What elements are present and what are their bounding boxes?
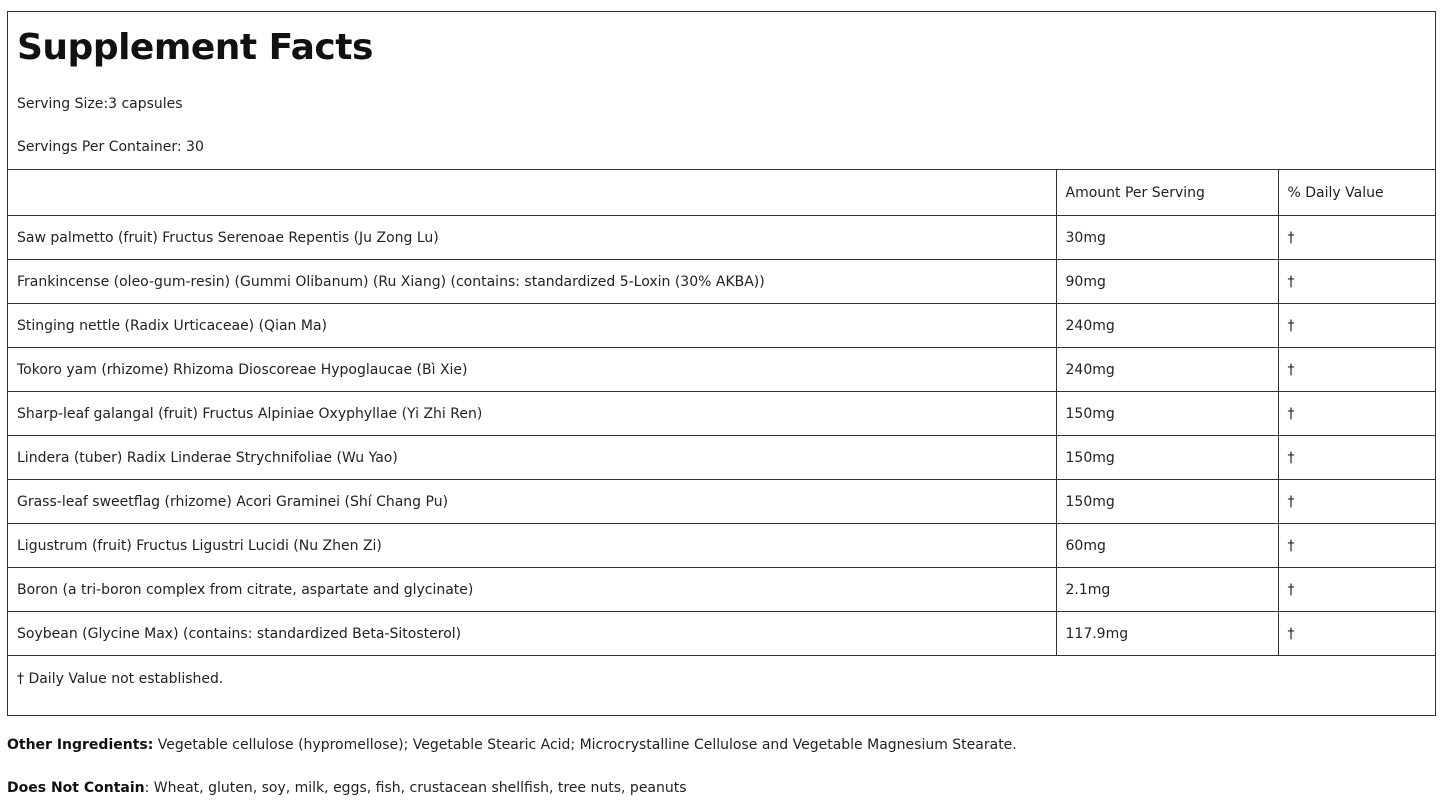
does-not-contain-label: Does Not Contain (7, 780, 145, 796)
ingredient-daily-value: † (1278, 612, 1435, 656)
ingredient-daily-value: † (1278, 216, 1435, 260)
ingredient-name: Lindera (tuber) Radix Linderae Strychnifoliae (Wu Yao) (8, 436, 1056, 480)
ingredient-amount: 150mg (1056, 480, 1278, 524)
servings-per-container: Servings Per Container: 30 (17, 139, 204, 155)
other-ingredients-text: Vegetable cellulose (hypromellose); Vegetable Stearic Acid; Microcrystalline Cellulose and Vegetable Magnesium Stearate. (153, 737, 1017, 753)
ingredient-daily-value: † (1278, 304, 1435, 348)
ingredient-name: Tokoro yam (rhizome) Rhizoma Dioscoreae Hypoglaucae (Bì Xie) (8, 348, 1056, 392)
ingredient-amount: 240mg (1056, 304, 1278, 348)
does-not-contain (7, 779, 687, 797)
header-ingredient (8, 170, 1056, 216)
other-ingredients (7, 736, 1017, 754)
ingredient-amount: 60mg (1056, 524, 1278, 568)
table-row (8, 348, 1435, 392)
ingredient-amount: 90mg (1056, 260, 1278, 304)
ingredient-daily-value: † (1278, 524, 1435, 568)
ingredient-amount: 150mg (1056, 436, 1278, 480)
facts-title: Supplement Facts (17, 27, 373, 68)
table-row (8, 524, 1435, 568)
table-row (8, 260, 1435, 304)
ingredient-daily-value: † (1278, 348, 1435, 392)
table-row (8, 480, 1435, 524)
ingredient-daily-value: † (1278, 260, 1435, 304)
ingredient-name: Ligustrum (fruit) Fructus Ligustri Lucidi (Nu Zhen Zi) (8, 524, 1056, 568)
ingredient-name: Saw palmetto (fruit) Fructus Serenoae Repentis (Ju Zong Lu) (8, 216, 1056, 260)
table-row (8, 568, 1435, 612)
ingredient-name: Boron (a tri-boron complex from citrate, aspartate and glycinate) (8, 568, 1056, 612)
table-row (8, 392, 1435, 436)
ingredient-name: Soybean (Glycine Max) (contains: standardized Beta-Sitosterol) (8, 612, 1056, 656)
ingredient-amount: 150mg (1056, 392, 1278, 436)
ingredient-amount: 2.1mg (1056, 568, 1278, 612)
other-ingredients-label: Other Ingredients: (7, 737, 154, 753)
table-footnote-row (8, 656, 1435, 702)
ingredient-name: Frankincense (oleo-gum-resin) (Gummi Olibanum) (Ru Xiang) (contains: standardized 5-Loxin (30% AKBA)) (8, 260, 1056, 304)
does-not-contain-text: : Wheat, gluten, soy, milk, eggs, fish, crustacean shellfish, tree nuts, peanuts (144, 780, 687, 796)
table-row (8, 612, 1435, 656)
table-row (8, 436, 1435, 480)
serving-size: Serving Size:3 capsules (17, 96, 183, 112)
ingredient-amount: 30mg (1056, 216, 1278, 260)
table-row (8, 216, 1435, 260)
ingredient-daily-value: † (1278, 480, 1435, 524)
header-amount-per-serving: Amount Per Serving (1056, 170, 1278, 216)
facts-table (8, 169, 1435, 702)
supplement-facts-panel (7, 11, 1436, 716)
ingredient-amount: 240mg (1056, 348, 1278, 392)
ingredient-daily-value: † (1278, 568, 1435, 612)
ingredient-amount: 117.9mg (1056, 612, 1278, 656)
ingredient-name: Sharp-leaf galangal (fruit) Fructus Alpiniae Oxyphyllae (Yi Zhi Ren) (8, 392, 1056, 436)
header-daily-value: % Daily Value (1278, 170, 1435, 216)
ingredient-daily-value: † (1278, 436, 1435, 480)
ingredient-name: Grass-leaf sweetflag (rhizome) Acori Graminei (Shí Chang Pu) (8, 480, 1056, 524)
ingredient-daily-value: † (1278, 392, 1435, 436)
ingredient-name: Stinging nettle (Radix Urticaceae) (Qian Ma) (8, 304, 1056, 348)
daily-value-footnote: † Daily Value not established. (8, 656, 1435, 702)
table-header-row (8, 170, 1435, 216)
table-row (8, 304, 1435, 348)
